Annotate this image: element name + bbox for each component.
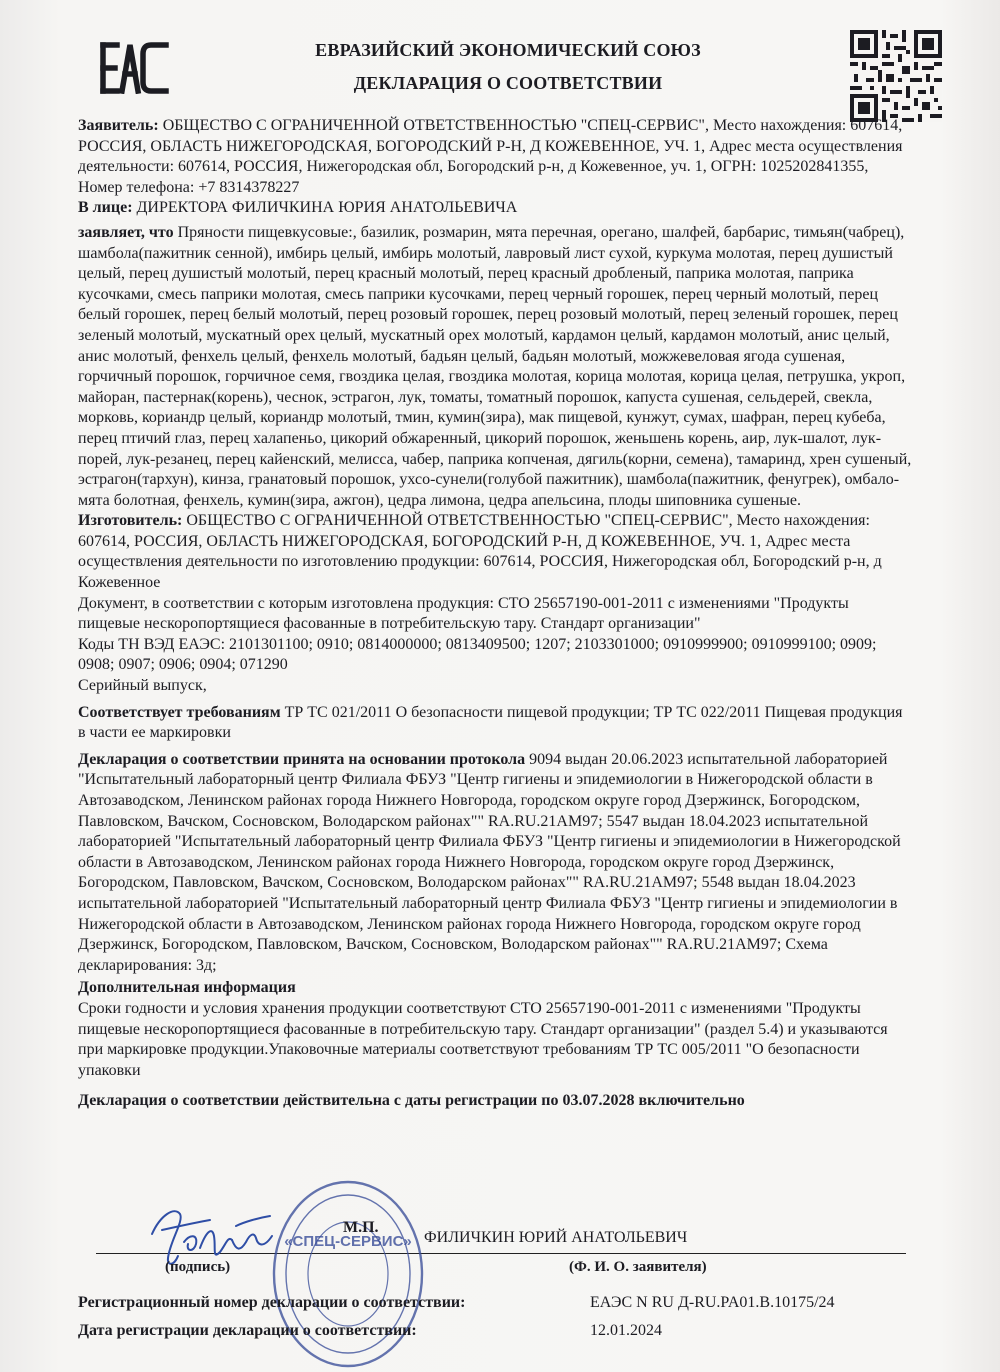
additional-label: Дополнительная информация (78, 979, 296, 997)
applicant-label: Заявитель: (78, 117, 159, 134)
declaration-body (78, 116, 914, 1112)
manufacturer-text: ОБЩЕСТВО С ОГРАНИЧЕННОЙ ОТВЕТСТВЕННОСТЬЮ "СПЕЦ-СЕРВИС", Место нахождения: 607614, РОССИЯ, ОБЛАСТЬ НИЖЕГОРОДСКАЯ, БОГОРОДСКИЙ Р-Н, Д КОЖЕВЕННОЕ, УЧ. 1, Адрес места осуществления деятельности по изготовлению продукции: 607614, РОССИЯ, Нижегородская обл, Богородский р-н, д Кожевенное (78, 512, 882, 592)
signer-name: ФИЛИЧКИН ЮРИЙ АНАТОЛЬЕВИЧ (424, 1229, 688, 1246)
product-list: Пряности пищевкусовые:, базилик, розмарин, мята перечная, орегано, шалфей, барбарис, тимьян(чабрец), шамбола(пажитник сенной), имбирь целый, имбирь молотый, лавровый лист сухой, куркума молотая, перец душистый целый, перец душистый молотый, перец красный молотый, перец красный дробленый, паприка молотая, паприка кусочками, смесь паприки молотая, смесь паприки кусочками, перец черный горошек, перец черный молотый, перец белый горошек, перец белый молотый, перец розовый горошек, перец розовый молотый, перец зеленый горошек, перец зеленый молотый, мускатный орех целый, мускатный орех молотый, кардамон целый, кардамон молотый, анис целый, анис молотый, фенхель целый, фенхель молотый, бадьян целый, бадьян молотый, можжевеловая ягода сушеная, горчичный порошок, горчичное семя, гвоздика целая, гвоздика молотая, корица молотая, корица целая, петрушка, укроп, майоран, пастернак(корень), чеснок, эстрагон, лук, томаты, томатный порошок, капуста сушеная, сельдерей, свекла, морковь, кориандр целый, кориандр молотый, тмин, кумин(зира), мак пищевой, кунжут, сумах, шафран, перец кубеба, перец птичий глаз, перец халапеньо, цикорий обжаренный, цикорий порошок, женьшень корень, аир, лук-шалот, лук-порей, лук-резанец, перец кайенский, мелисса, чабер, паприка копченая, дягиль(корни, семена), тамаринд, хрен сушеный, эстрагон(тархун), кинза, гранатовый порошок, ухсо-сунели(голубой пажитник), шамбола(пажитник, фенугрек), омбало-мята болотная, фенхель, кумин(зира, ажгон), цедра лимона, цедра апельсина, плоды шиповника сушеные. (78, 223, 912, 509)
document-basis: Документ, в соответствии с которым изготовлена продукция: СТО 25657190-001-2011 с изменениями "Продукты пищевые нескоропортящиеся фасованные в потребительскую тару. Стандарт организации" (78, 594, 849, 633)
registration-number: ЕАЭС N RU Д-RU.PA01.B.10175/24 (590, 1294, 835, 1311)
union-heading: ЕВРАЗИЙСКИЙ ЭКОНОМИЧЕСКИЙ СОЮЗ (315, 40, 701, 60)
signature-caption: (подпись) (165, 1259, 231, 1275)
additional-text: Сроки годности и условия хранения продукции соответствуют СТО 25657190-001-2011 с изменениями "Продукты пищевые нескоропортящиеся фасованные в потребительскую тару. Стандарт организации" (раздел 5.4) и указываются при маркировке продукции.Упаковочные материалы соответствуют требованиям ТР ТС 005/2011 "О безопасности упаковки (78, 999, 888, 1079)
manufacturer-label: Изготовитель: (78, 512, 183, 530)
protocol-paragraph (78, 750, 914, 977)
registration-number-row (78, 1294, 465, 1312)
qr-code (850, 30, 942, 122)
registration-date-label: Дата регистрации декларации о соответствии: (78, 1322, 417, 1339)
applicant-paragraph (78, 116, 914, 198)
manufacturer-paragraph (78, 511, 914, 593)
person-paragraph (78, 198, 914, 219)
tn-ved-codes: Коды ТН ВЭД ЕАЭС: 2101301100; 0910; 0814000000; 0813409500; 1207; 2103301000; 0910999900; 0910999100; 0909; 0908; 0907; 0906; 0904; 071290 (78, 635, 877, 674)
registration-number-label: Регистрационный номер декларации о соответствии: (78, 1294, 466, 1311)
validity-statement: Декларация о соответствии действительна с даты регистрации по 03.07.2028 включительно (78, 1092, 745, 1110)
document-title: ДЕКЛАРАЦИЯ О СООТВЕТСТВИИ (353, 73, 663, 93)
registration-date-row (78, 1322, 417, 1340)
applicant-text: ОБЩЕСТВО С ОГРАНИЧЕННОЙ ОТВЕТСТВЕННОСТЬЮ "СПЕЦ-СЕРВИС", Место нахождения: 607614, РОССИЯ, ОБЛАСТЬ НИЖЕГОРОДСКАЯ, БОГОРОДСКИЙ Р-Н, Д КОЖЕВЕННОЕ, УЧ. 1, Адрес места осуществления деятельности: 607614, РОССИЯ, Нижегородская обл, Богородский р-н, д Кожевенное, уч. 1, ОГРН: 1025202841355, Номер телефона: +7 8314378227 (78, 117, 903, 196)
declares-paragraph (78, 223, 914, 511)
protocol-label: Декларация о соответствии принята на основании протокола (78, 750, 526, 768)
protocol-text: 9094 выдан 20.06.2023 испытательной лабораторией "Испытательный лабораторный центр Филиала ФБУЗ "Центр гигиены и эпидемиологии в Нижегородской области в Автозаводском, Ленинском районах города Нижнего Новгорода, городском округе город Дзержинск, Богородском, Павловском, Вачском, Сосновском, Володарском районах"" RA.RU.21AM97; 5547 выдан 18.04.2023 испытательной лабораторией "Испытательный лабораторный центр Филиала ФБУЗ "Центр гигиены и эпидемиологии в Нижегородской области в Автозаводском, Ленинском районах города Нижнего Новгорода, городском округе город Дзержинск, Богородском, Павловском, Вачском, Сосновском, Володарском районах"" RA.RU.21AM97; 5548 выдан 18.04.2023 испытательной лабораторией "Испытательный лабораторный центр Филиала ФБУЗ "Центр гигиены и эпидемиологии в Нижегородской области в Автозаводском, Ленинском районах города Нижнего Новгорода, городском округе город Дзержинск, Богородском, Павловском, Вачском, Сосновском, Володарском районах"" RA.RU.21AM97; Схема декларирования: 3д; (78, 750, 901, 974)
person-label: В лице: (78, 199, 133, 217)
requirements-paragraph (78, 703, 914, 744)
fio-caption: (Ф. И. О. заявителя) (569, 1259, 707, 1275)
person-text: ДИРЕКТОРА ФИЛИЧКИНА ЮРИЯ АНАТОЛЬЕВИЧА (132, 199, 518, 217)
stamp-text: «СПЕЦ-СЕРВИС» (284, 1233, 412, 1250)
requirements-text: ТР ТС 021/2011 О безопасности пищевой продукции; ТР ТС 022/2011 Пищевая продукция в части ее маркировки (78, 703, 903, 742)
mp-label: М.П. (343, 1219, 379, 1236)
company-stamp (268, 1176, 428, 1372)
declares-label: заявляет, что (78, 223, 174, 241)
requirements-label: Соответствует требованиям (78, 703, 281, 721)
serial-release: Серийный выпуск, (78, 677, 207, 695)
registration-date: 12.01.2024 (590, 1322, 662, 1339)
